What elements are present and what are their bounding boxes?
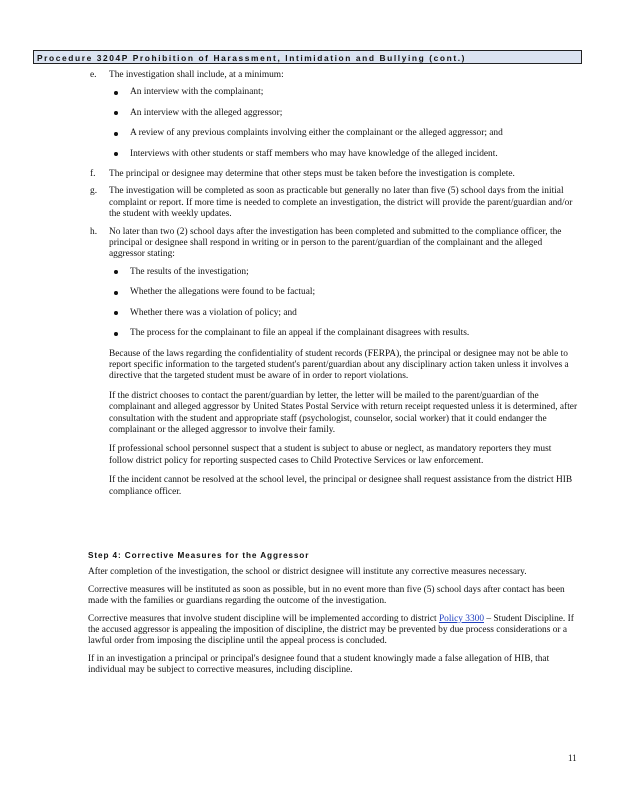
document-body bbox=[90, 70, 578, 504]
section-heading: Step 4: Corrective Measures for the Aggressor bbox=[88, 551, 310, 560]
item-text: The principal or designee may determine that other steps must be taken before the investigation is complete. bbox=[109, 169, 515, 180]
bullet-item: An interview with the complainant; bbox=[109, 87, 578, 98]
step4-section bbox=[88, 546, 580, 683]
paragraph: Corrective measures will be instituted as soon as possible, but in no event more than five (5) school days after contact has been made with the families or guardians regarding the outcome of the investigation. bbox=[88, 584, 565, 607]
paragraph-ferpa: Because of the laws regarding the confidentiality of student records (FERPA), the principal or designee may not be able to report specific information to the targeted student's parent/guardian about any disciplinary action taken unless it involves a directive that the targeted student must be aware of in order to report violations. bbox=[109, 348, 569, 382]
bullet-item: A review of any previous complaints involving either the complainant or the alleged aggressor; and bbox=[109, 128, 578, 139]
paragraph-abuse: If professional school personnel suspect that a student is subject to abuse or neglect, as mandatory reporters they must follow district policy for reporting suspected cases to Child Protective Services or law enforcement. bbox=[109, 444, 552, 466]
bullet-item: Whether the allegations were found to be factual; bbox=[109, 287, 578, 298]
bullet-item: The results of the investigation; bbox=[109, 267, 578, 278]
item-e bbox=[90, 70, 578, 160]
item-g bbox=[90, 186, 578, 220]
item-label: e. bbox=[90, 70, 97, 80]
paragraph: After completion of the investigation, the school or district designee will institute any corrective measures necessary. bbox=[88, 567, 527, 578]
paragraph-letter: If the district chooses to contact the parent/guardian by letter, the letter will be mailed to the parent/guardian of the complainant and alleged aggressor by United States Postal Service with return receipt requested unless it is determined, after consultation with the student and appropriate staff (psychologist, counselor, social worker) that it could endanger the complainant or the alleged aggressor to involve their family. bbox=[109, 390, 578, 435]
paragraph-escalation: If the incident cannot be resolved at the school level, the principal or designee shall request assistance from the district HIB compliance officer. bbox=[109, 475, 573, 497]
paragraph-policy bbox=[88, 614, 580, 648]
item-text: The investigation shall include, at a minimum: bbox=[109, 70, 284, 80]
bullet-item: Interviews with other students or staff members who may have knowledge of the alleged incident. bbox=[109, 149, 578, 160]
item-label: g. bbox=[90, 186, 98, 197]
procedure-header: Procedure 3204P Prohibition of Harassment, Intimidation and Bullying (cont.) bbox=[33, 50, 582, 64]
item-text: No later than two (2) school days after the investigation has been completed and submitted to the compliance officer, the principal or designee shall respond in writing or in person to the parent/guardian of the complainant and the alleged aggressor stating: bbox=[109, 226, 562, 260]
policy-link[interactable]: Policy 3300 bbox=[438, 613, 485, 624]
bullet-item: An interview with the alleged aggressor; bbox=[109, 108, 578, 119]
page-number: 11 bbox=[568, 753, 577, 763]
bullet-list bbox=[109, 267, 578, 340]
item-label: h. bbox=[90, 226, 98, 237]
item-f bbox=[90, 169, 578, 180]
item-label: f. bbox=[90, 169, 96, 180]
item-text: The investigation will be completed as soon as practicable but generally no later than five (5) school days from the initial complaint or report. If more time is needed to complete an investigation, the district will provide the parent/guardian and/or the student with weekly updates. bbox=[109, 186, 573, 220]
text-span: Corrective measures that involve student discipline will be implemented according to district bbox=[88, 613, 439, 624]
bullet-item: The process for the complainant to file an appeal if the complainant disagrees with results. bbox=[109, 328, 578, 339]
text-span: – Student Discipline. If the accused aggressor is appealing the imposition of discipline, the district may be prevented by due process considerations or a lawful order from imposing the discipline until the appeal process is concluded. bbox=[88, 613, 574, 647]
paragraph: If in an investigation a principal or principal's designee found that a student knowingly made a false allegation of HIB, that individual may be subject to corrective measures, including discipline. bbox=[88, 653, 550, 676]
item-h bbox=[90, 227, 578, 340]
bullet-item: Whether there was a violation of policy; and bbox=[109, 308, 578, 319]
bullet-list bbox=[109, 87, 578, 160]
